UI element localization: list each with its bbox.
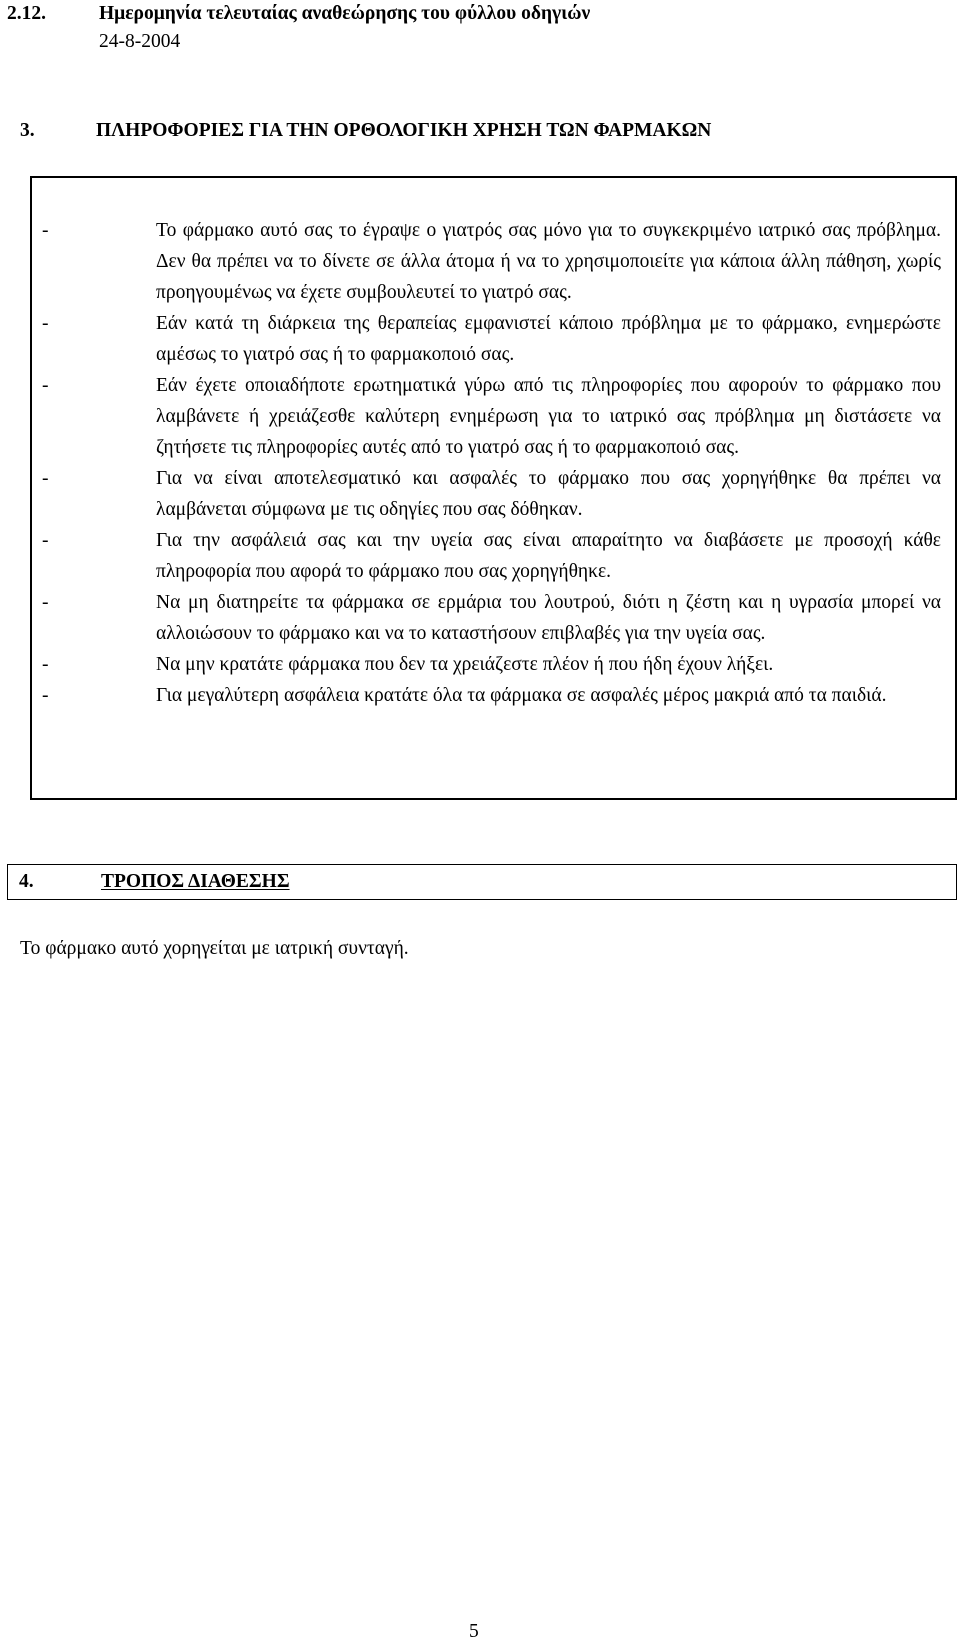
list-item <box>32 215 955 308</box>
revision-date: 24-8-2004 <box>99 31 181 52</box>
bullet-dash: - <box>42 592 49 613</box>
section-3-number: 3. <box>20 120 35 141</box>
list-item-text: Εάν έχετε οποιαδήποτε ερωτηματικά γύρω από τις πληροφορίες που αφορούν το φάρμακο που λαμβάνετε ή χρειάζεσθε καλύτερη ενημέρωση για το ιατρικό σας πρόβλημα μη διστάσετε να ζητήσετε τις πληροφορίες αυτές από το γιατρό σας ή το φαρμακοποιό σας. <box>156 375 941 458</box>
usage-info-list <box>32 215 955 711</box>
section-4-heading <box>19 870 290 894</box>
list-item <box>32 308 955 370</box>
bullet-dash: - <box>42 313 49 334</box>
list-item-text: Για να είναι αποτελεσματικό και ασφαλές το φάρμακο που σας χορηγήθηκε θα πρέπει να λαμβάνεται σύμφωνα με τις οδηγίες που σας δόθηκαν. <box>156 468 941 520</box>
usage-info-box <box>30 176 957 800</box>
list-item-text: Να μη διατηρείτε τα φάρμακα σε ερμάρια του λουτρού, διότι η ζέστη και η υγρασία μπορεί να αλλοιώσουν το φάρμακο και να το καταστήσουν επιβλαβές για την υγεία σας. <box>156 592 941 644</box>
list-item-text: Για μεγαλύτερη ασφάλεια κρατάτε όλα τα φάρμακα σε ασφαλές μέρος μακριά από τα παιδιά. <box>156 685 887 706</box>
section-2-12-heading <box>7 2 590 26</box>
list-item <box>32 587 955 649</box>
section-4-title: ΤΡΟΠΟΣ ΔΙΑΘΕΣΗΣ <box>101 871 290 892</box>
list-item <box>32 649 955 680</box>
section-2-12-number: 2.12. <box>7 3 46 24</box>
section-2-12-title: Ημερομηνία τελευταίας αναθεώρησης του φύλλου οδηγιών <box>99 3 591 24</box>
list-item <box>32 463 955 525</box>
bullet-dash: - <box>42 468 49 489</box>
list-item-text: Το φάρμακο αυτό σας το έγραψε ο γιατρός σας μόνο για το συγκεκριμένο ιατρικό σας πρόβλημα. Δεν θα πρέπει να το δίνετε σε άλλα άτομα ή να το χρησιμοποιείτε για κάποια άλλη πάθηση, χωρίς προηγουμένως να έχετε συμβουλευτεί το γιατρό σας. <box>156 220 941 303</box>
section-4-number: 4. <box>19 871 34 892</box>
section-3-title: ΠΛΗΡΟΦΟΡΙΕΣ ΓΙΑ ΤΗΝ ΟΡΘΟΛΟΓΙΚΗ ΧΡΗΣΗ ΤΩΝ ΦΑΡΜΑΚΩΝ <box>96 120 712 141</box>
bullet-dash: - <box>42 375 49 396</box>
bullet-dash: - <box>42 530 49 551</box>
section-4-heading-box <box>7 864 957 900</box>
bullet-dash: - <box>42 220 49 241</box>
list-item-text: Εάν κατά τη διάρκεια της θεραπείας εμφανιστεί κάποιο πρόβλημα με το φάρμακο, ενημερώστε αμέσως το γιατρό σας ή το φαρμακοποιό σας. <box>156 313 941 365</box>
list-item-text: Για την ασφάλειά σας και την υγεία σας είναι απαραίτητο να διαβάσετε με προσοχή κάθε πληροφορία που αφορά το φάρμακο που σας χορηγήθηκε. <box>156 530 941 582</box>
list-item <box>32 370 955 463</box>
bullet-dash: - <box>42 654 49 675</box>
section-3-heading <box>20 119 711 143</box>
disposal-text: Το φάρμακο αυτό χορηγείται με ιατρική συνταγή. <box>20 938 409 959</box>
page-number: 5 <box>469 1621 479 1642</box>
list-item <box>32 680 955 711</box>
bullet-dash: - <box>42 685 49 706</box>
list-item <box>32 525 955 587</box>
list-item-text: Να μην κρατάτε φάρμακα που δεν τα χρειάζεστε πλέον ή που ήδη έχουν λήξει. <box>156 654 774 675</box>
